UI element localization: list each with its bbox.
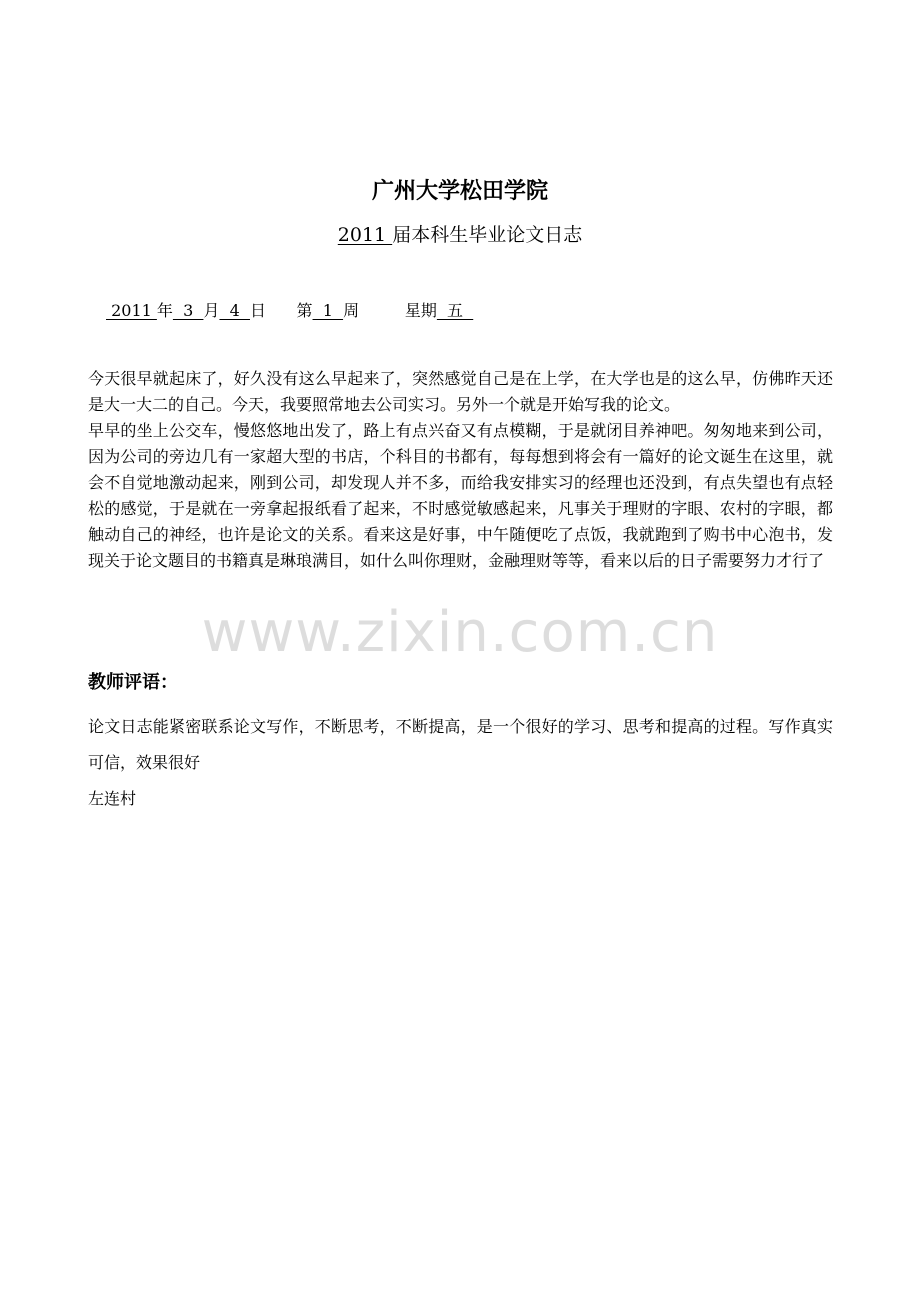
diary-paragraph: 早早的坐上公交车，慢悠悠地出发了，路上有点兴奋又有点模糊，于是就闭目养神吧。匆匆地来到公司，因为公司的旁边几有一家超大型的书店，个科目的书都有，每每想到将会有一篇好的论文诞生在这里，就会不自觉地激动起来，刚到公司，却发现人并不多，而给我安排实习的经理也还没到，有点失望也有点轻松的感觉，于是就在一旁拿起报纸看了起来，不时感觉敏感起来，凡事关于理财的字眼、农村的字眼，都触动自己的神经，也许是论文的关系。看来这是好事，中午随便吃了点饭，我就跑到了购书中心泡书，发现关于论文题目的书籍真是琳琅满目，如什么叫你理财，金融理财等等，看来以后的日子需要努力才行了 (88, 421, 833, 570)
document-title: 广州大学松田学院 (371, 179, 548, 204)
date-year: 2011 (106, 301, 157, 320)
teacher-comment-heading: 教师评语： (88, 672, 178, 693)
subtitle-year: 2011 (337, 224, 393, 246)
date-day: 4 (219, 301, 250, 320)
date-month: 3 (172, 301, 204, 320)
document-subtitle (0, 220, 920, 250)
teacher-signature: 左连村 (88, 789, 137, 808)
weekday-value: 五 (436, 301, 474, 320)
diary-paragraph: 今天很早就起床了，好久没有这么早起来了，突然感觉自己是在上学，在大学也是的这么早，仿佛昨天还是大一大二的自己。今天，我要照常地去公司实习。另外一个就是开始写我的论文。 (88, 369, 833, 414)
weekday-label: 星期 (404, 301, 437, 320)
date-line (106, 298, 473, 324)
watermark: www.zixin.com.cn (201, 600, 719, 665)
date-day-label: 日 (249, 301, 266, 320)
date-month-label: 月 (203, 301, 220, 320)
week-number: 1 (312, 301, 344, 320)
subtitle-text: 届本科生毕业论文日志 (392, 224, 583, 246)
week-label: 周 (343, 301, 360, 320)
date-year-label: 年 (156, 301, 173, 320)
diary-body (88, 366, 833, 574)
teacher-comment-text: 论文日志能紧密联系论文写作，不断思考，不断提高，是一个很好的学习、思考和提高的过程。写作真实可信，效果很好 (88, 717, 833, 772)
week-prefix: 第 (296, 301, 313, 320)
